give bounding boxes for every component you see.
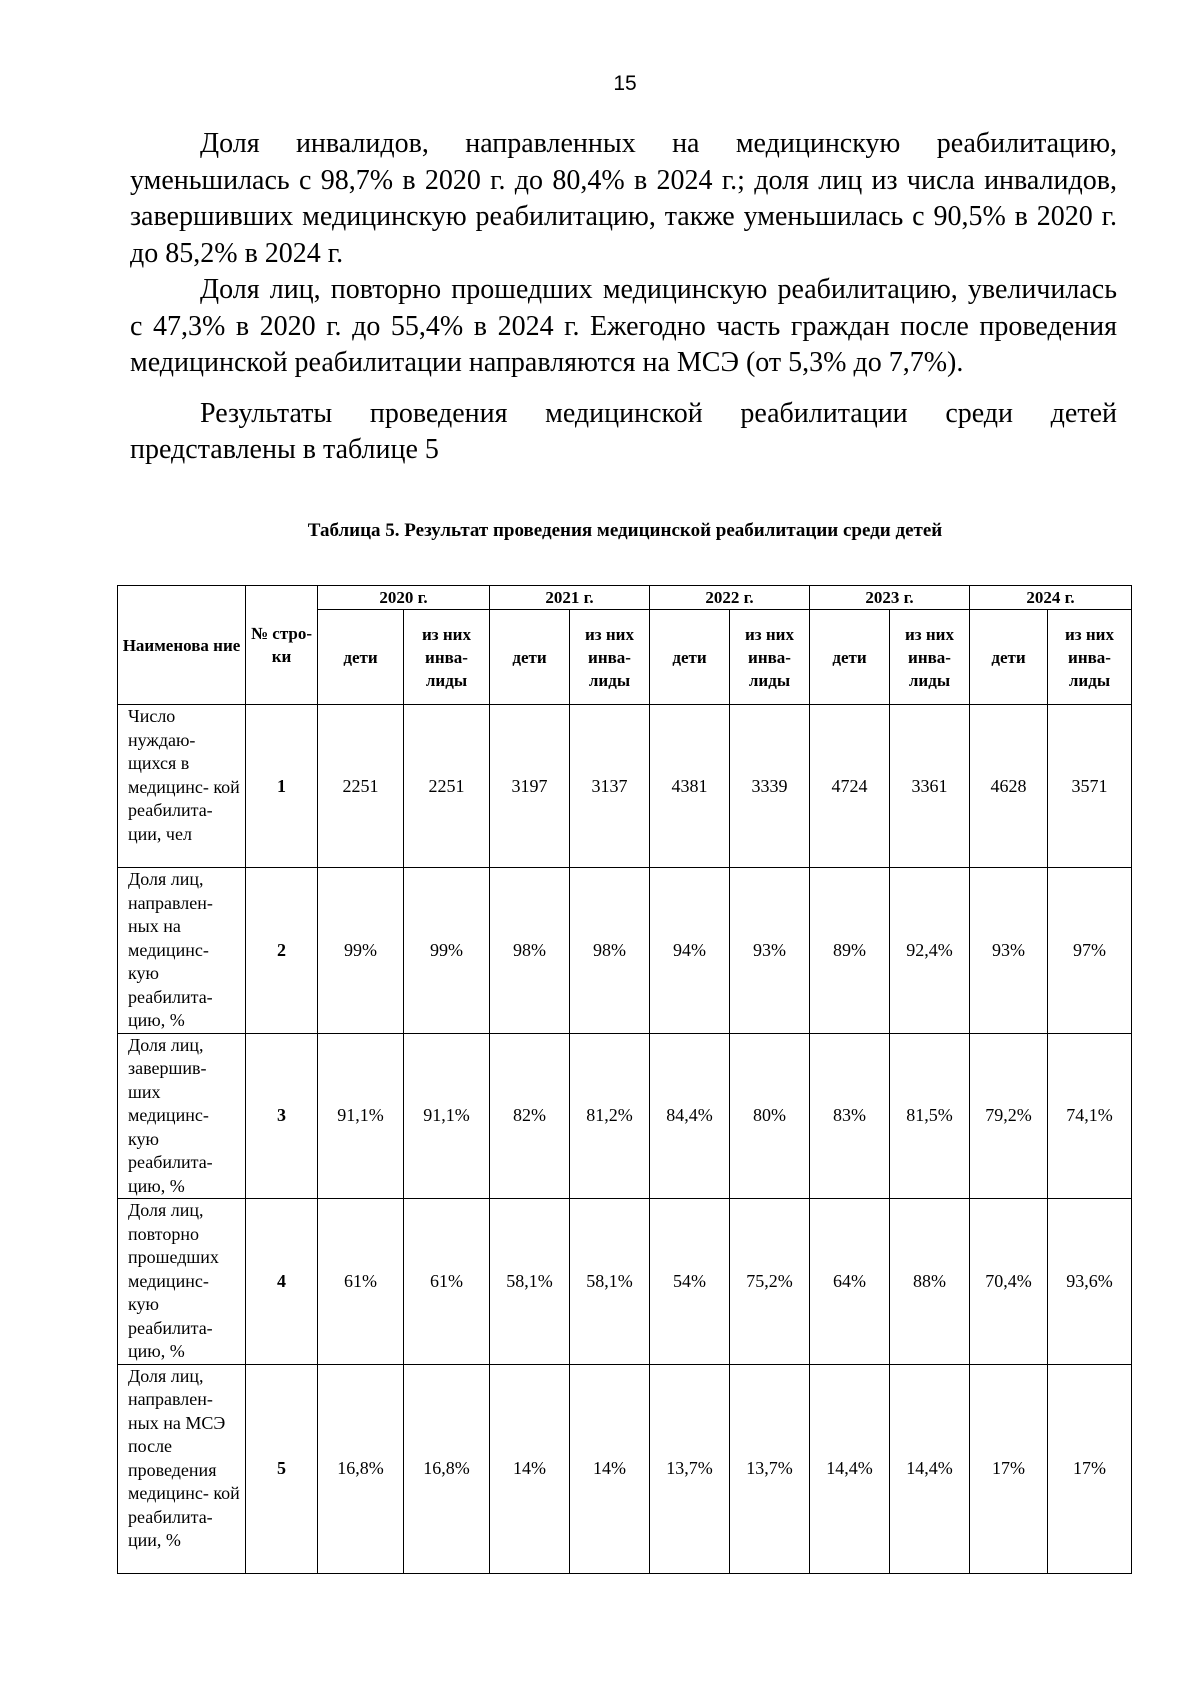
header-children: дети [490, 610, 570, 705]
cell: 99% [404, 868, 490, 1034]
cell: 16,8% [318, 1364, 404, 1573]
cell: 4381 [650, 705, 730, 868]
cell: 2251 [404, 705, 490, 868]
cell: 14,4% [890, 1364, 970, 1573]
cell: 84,4% [650, 1033, 730, 1199]
header-disabled: из них инва- лиды [1048, 610, 1132, 705]
cell: 94% [650, 868, 730, 1034]
cell: 3339 [730, 705, 810, 868]
paragraph-1: Доля инвалидов, направленных на медицинскую реабилитацию, уменьшилась с 98,7% в 2020 г. до 80,4% в 2024 г.; доля лиц из числа инвалидов, завершивших медицинскую реабилитацию, также уменьшилась с 90,5% в 2020 г. до 85,2% в 2024 г. [130, 128, 1117, 269]
header-children: дети [810, 610, 890, 705]
cell: 58,1% [570, 1199, 650, 1365]
cell: 4628 [970, 705, 1048, 868]
cell: 81,5% [890, 1033, 970, 1199]
page-number: 15 [613, 72, 637, 95]
cell: 92,4% [890, 868, 970, 1034]
cell: 80% [730, 1033, 810, 1199]
header-disabled: из них инва- лиды [890, 610, 970, 705]
cell: 3361 [890, 705, 970, 868]
row-name: Доля лиц, направлен- ных на медицинс- кую реабилита- цию, % [118, 868, 246, 1034]
cell: 99% [318, 868, 404, 1034]
cell: 82% [490, 1033, 570, 1199]
cell: 17% [970, 1364, 1048, 1573]
header-children: дети [318, 610, 404, 705]
header-children: дети [970, 610, 1048, 705]
table-row [118, 868, 1132, 1034]
header-year-2023: 2023 г. [810, 586, 970, 610]
header-year-2020: 2020 г. [318, 586, 490, 610]
cell: 97% [1048, 868, 1132, 1034]
header-year-2021: 2021 г. [490, 586, 650, 610]
cell: 3197 [490, 705, 570, 868]
row-number: 4 [246, 1199, 318, 1365]
results-table [117, 585, 1132, 1574]
table-row [118, 1364, 1132, 1573]
paragraph-2: Доля лиц, повторно прошедших медицинскую реабилитацию, увеличилась с 47,3% в 2020 г. до 55,4% в 2024 г. Ежегодно часть граждан после проведения медицинской реабилитации направляются на МСЭ (от 5,3% до 7,7%). [130, 274, 1117, 378]
header-children: дети [650, 610, 730, 705]
cell: 93% [730, 868, 810, 1034]
cell: 58,1% [490, 1199, 570, 1365]
row-name: Доля лиц, завершив- ших медицинс- кую реабилита- цию, % [118, 1033, 246, 1199]
cell: 75,2% [730, 1199, 810, 1365]
table-row [118, 1033, 1132, 1199]
paragraph-3: Результаты проведения медицинской реабилитации среди детей представлены в таблице 5 [130, 397, 1117, 465]
cell: 91,1% [318, 1033, 404, 1199]
cell: 3571 [1048, 705, 1132, 868]
row-number: 3 [246, 1033, 318, 1199]
cell: 61% [318, 1199, 404, 1365]
cell: 17% [1048, 1364, 1132, 1573]
header-row-years [118, 586, 1132, 610]
cell: 2251 [318, 705, 404, 868]
cell: 14% [570, 1364, 650, 1573]
table-caption: Таблица 5. Результат проведения медицинской реабилитации среди детей [307, 520, 943, 541]
header-disabled: из них инва- лиды [730, 610, 810, 705]
cell: 74,1% [1048, 1033, 1132, 1199]
cell: 81,2% [570, 1033, 650, 1199]
cell: 83% [810, 1033, 890, 1199]
cell: 79,2% [970, 1033, 1048, 1199]
cell: 61% [404, 1199, 490, 1365]
row-number: 5 [246, 1364, 318, 1573]
cell: 3137 [570, 705, 650, 868]
cell: 91,1% [404, 1033, 490, 1199]
row-number: 1 [246, 705, 318, 868]
cell: 64% [810, 1199, 890, 1365]
header-disabled: из них инва- лиды [570, 610, 650, 705]
cell: 4724 [810, 705, 890, 868]
header-row-number: № стро- ки [246, 586, 318, 705]
cell: 89% [810, 868, 890, 1034]
cell: 13,7% [730, 1364, 810, 1573]
row-number: 2 [246, 868, 318, 1034]
header-year-2024: 2024 г. [970, 586, 1132, 610]
cell: 14% [490, 1364, 570, 1573]
cell: 98% [490, 868, 570, 1034]
cell: 93% [970, 868, 1048, 1034]
cell: 13,7% [650, 1364, 730, 1573]
cell: 70,4% [970, 1199, 1048, 1365]
body-text [130, 126, 1117, 469]
cell: 98% [570, 868, 650, 1034]
cell: 14,4% [810, 1364, 890, 1573]
row-name: Число нуждаю- щихся в медицинс- кой реабилита- ции, чел [118, 705, 246, 868]
table-row [118, 705, 1132, 868]
cell: 93,6% [1048, 1199, 1132, 1365]
cell: 54% [650, 1199, 730, 1365]
header-name: Наименова ние [118, 586, 246, 705]
cell: 88% [890, 1199, 970, 1365]
row-name: Доля лиц, повторно прошедших медицинс- кую реабилита- цию, % [118, 1199, 246, 1365]
header-disabled: из них инва- лиды [404, 610, 490, 705]
header-year-2022: 2022 г. [650, 586, 810, 610]
table-row [118, 1199, 1132, 1365]
cell: 16,8% [404, 1364, 490, 1573]
row-name: Доля лиц, направлен- ных на МСЭ после проведения медицинс- кой реабилита- ции, % [118, 1364, 246, 1573]
